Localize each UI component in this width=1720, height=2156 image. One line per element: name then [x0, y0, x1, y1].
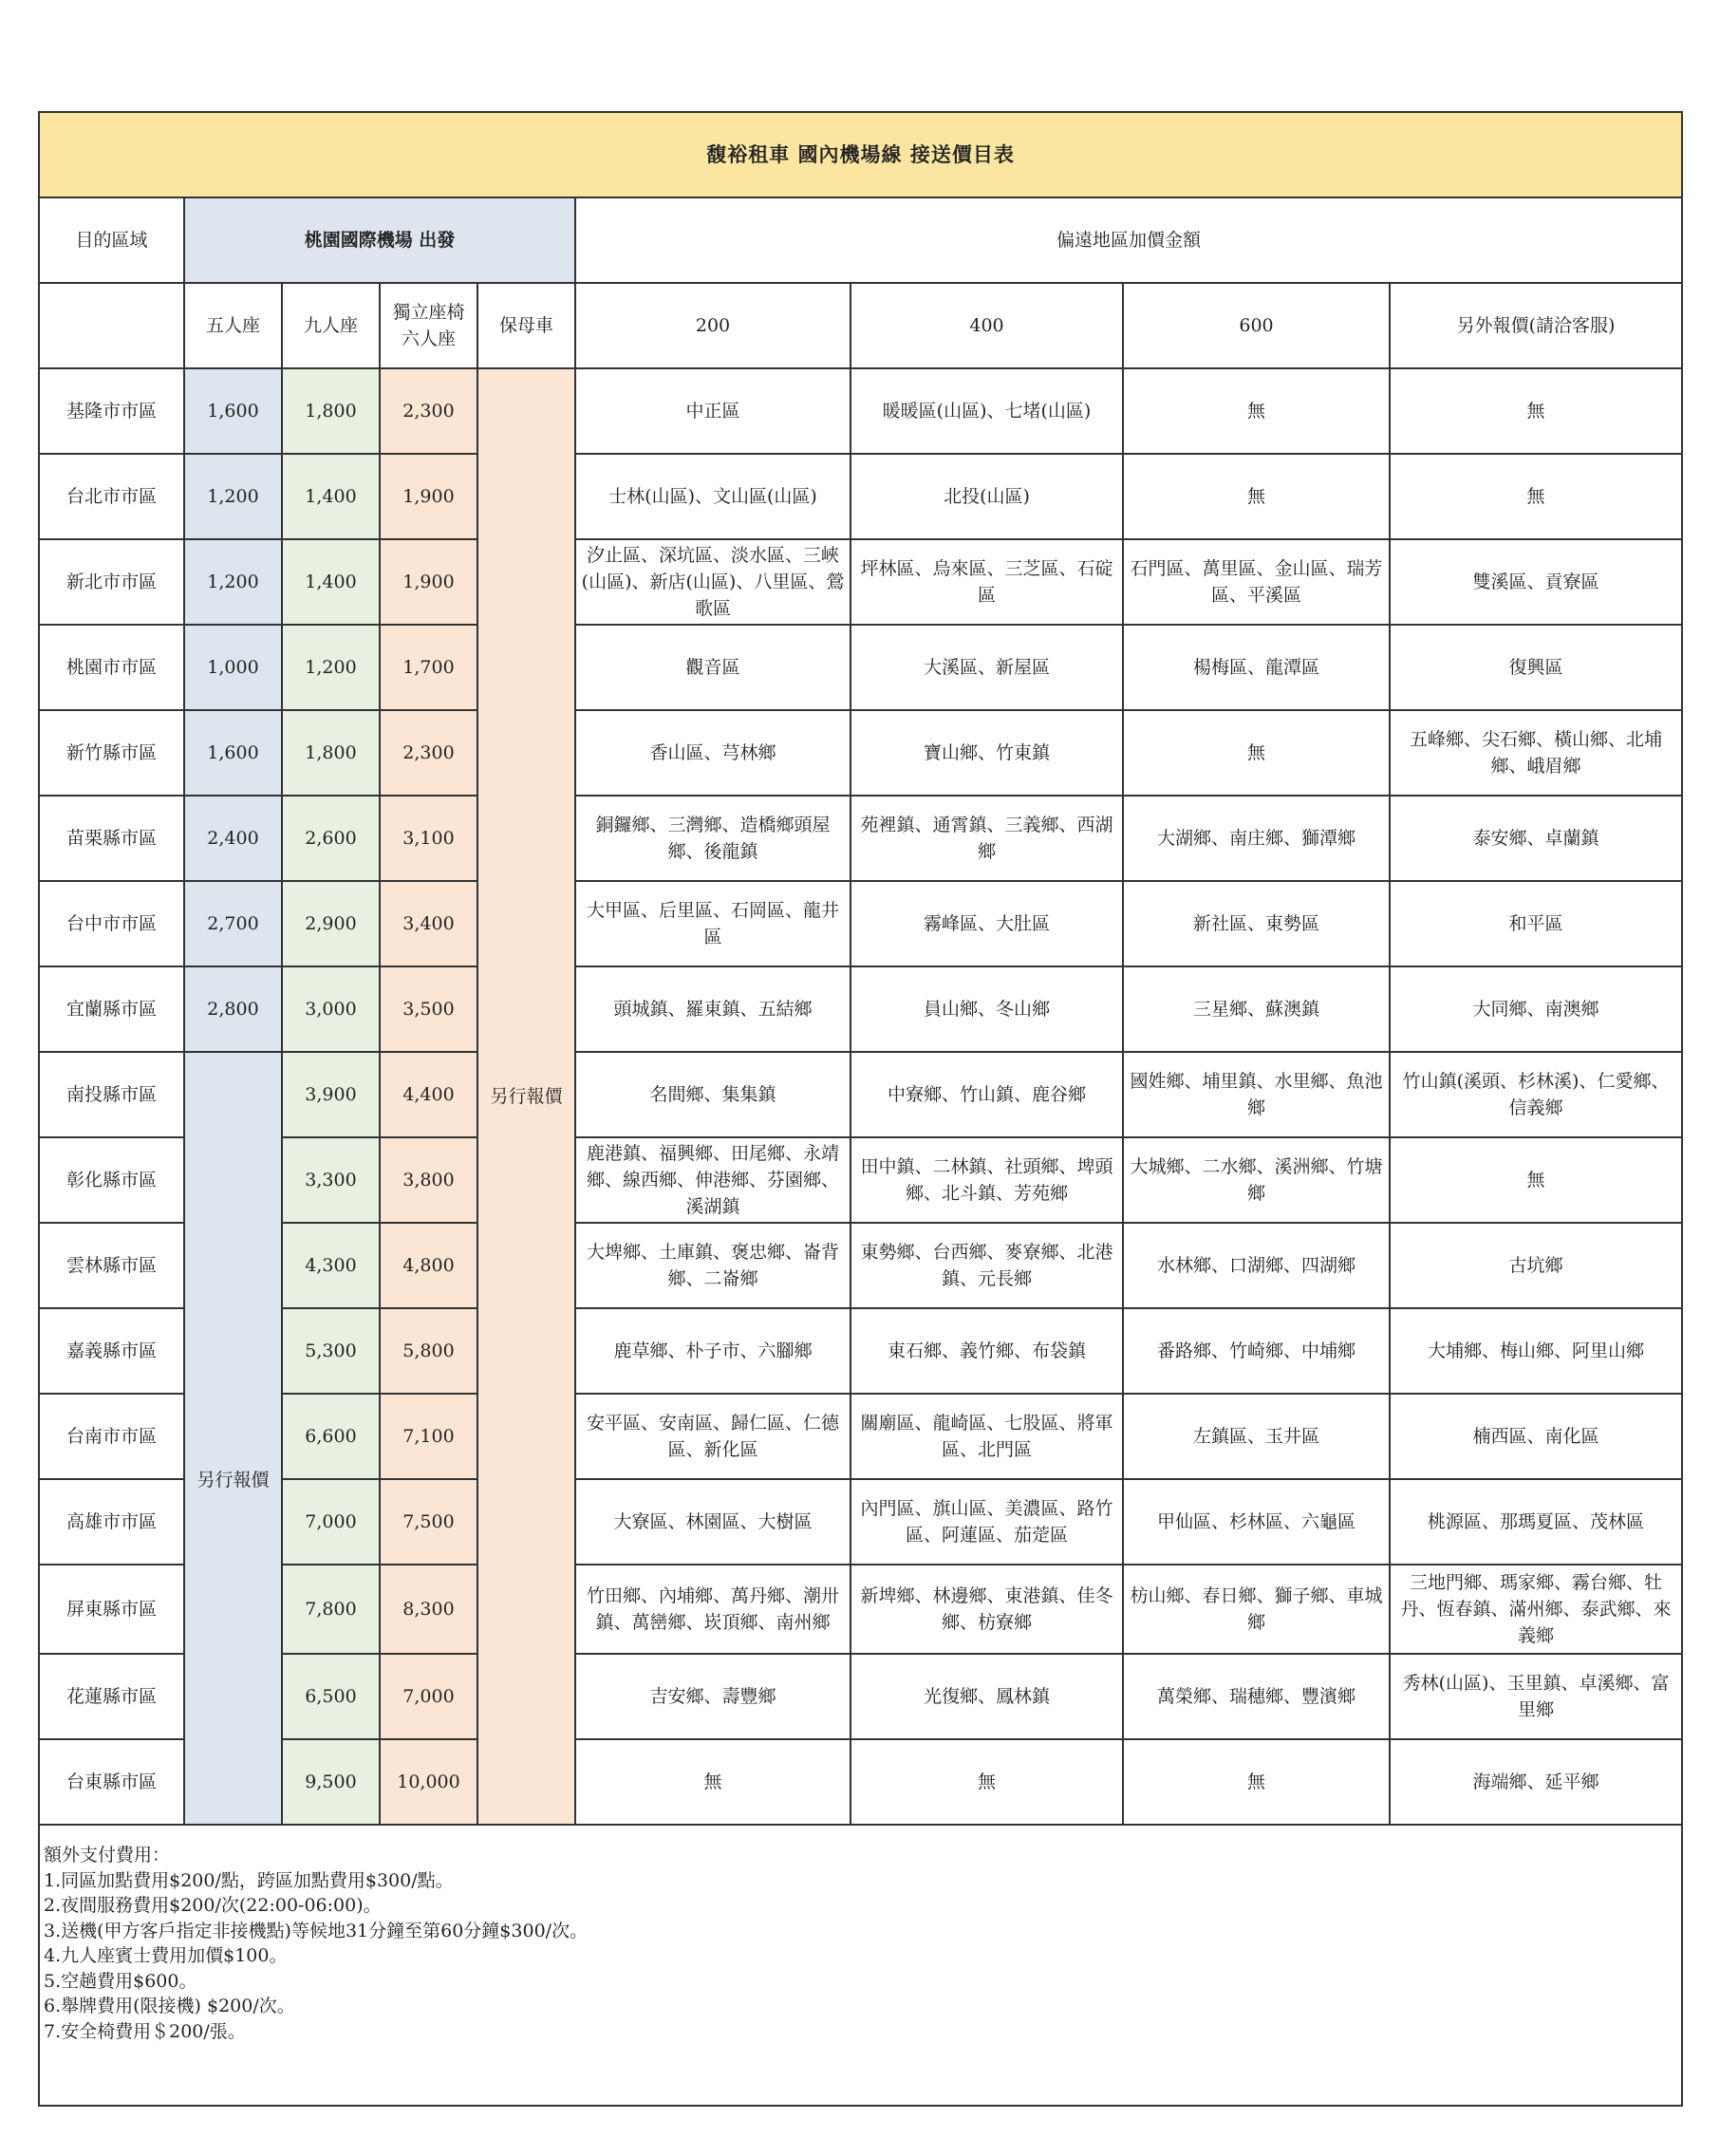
price-seat5-cell: 1,000 [184, 625, 282, 710]
region-cell: 新北市市區 [39, 539, 184, 625]
header-seat5: 五人座 [184, 283, 282, 368]
surcharge-600-cell: 左鎮區、玉井區 [1123, 1394, 1390, 1479]
table-row [39, 881, 1682, 966]
region-cell: 台南市市區 [39, 1394, 184, 1479]
header-seat6-label: 獨立座椅 六人座 [392, 302, 465, 349]
note-line: 4.九人座賓士費用加價$100。 [44, 1945, 288, 1966]
header-seat6 [380, 283, 477, 368]
price-seat9-cell: 6,600 [282, 1394, 380, 1479]
surcharge-other-cell: 雙溪區、貢寮區 [1390, 539, 1682, 625]
note-line: 3.送機(甲方客戶指定非接機點)等候地31分鐘至第60分鐘$300/次。 [44, 1920, 589, 1941]
price-seat9-cell: 1,400 [282, 539, 380, 625]
table-row [39, 1308, 1682, 1394]
note-line: 7.安全椅費用＄200/張。 [44, 2020, 246, 2042]
price-seat6-cell: 10,000 [380, 1739, 477, 1825]
surcharge-200-cell: 吉安鄉、壽豐鄉 [575, 1654, 851, 1739]
region-cell: 彰化縣市區 [39, 1137, 184, 1223]
region-cell: 嘉義縣市區 [39, 1308, 184, 1394]
region-cell: 屏東縣市區 [39, 1565, 184, 1654]
header-remote-surcharge: 偏遠地區加價金額 [575, 197, 1682, 283]
header-add600: 600 [1123, 283, 1390, 368]
region-cell: 雲林縣市區 [39, 1223, 184, 1308]
surcharge-600-cell: 枋山鄉、春日鄉、獅子鄉、車城鄉 [1123, 1565, 1390, 1654]
surcharge-600-cell: 三星鄉、蘇澳鎮 [1123, 966, 1390, 1052]
price-seat9-cell: 3,000 [282, 966, 380, 1052]
surcharge-400-cell: 大溪區、新屋區 [851, 625, 1123, 710]
surcharge-600-cell: 新社區、東勢區 [1123, 881, 1390, 966]
surcharge-other-cell: 竹山鎮(溪頭、杉林溪)、仁愛鄉、信義鄉 [1390, 1052, 1682, 1137]
surcharge-400-cell: 內門區、旗山區、美濃區、路竹區、阿蓮區、茄萣區 [851, 1479, 1123, 1565]
surcharge-other-cell: 海端鄉、延平鄉 [1390, 1739, 1682, 1825]
price-seat6-cell: 1,700 [380, 625, 477, 710]
surcharge-400-cell: 中寮鄉、竹山鎮、鹿谷鄉 [851, 1052, 1123, 1137]
region-cell: 台中市市區 [39, 881, 184, 966]
surcharge-600-cell: 楊梅區、龍潭區 [1123, 625, 1390, 710]
header-nanny: 保母車 [477, 283, 575, 368]
surcharge-200-cell: 鹿港鎮、福興鄉、田尾鄉、永靖鄉、線西鄉、伸港鄉、芬園鄉、溪湖鎮 [575, 1137, 851, 1223]
table-row [39, 1479, 1682, 1565]
surcharge-400-cell: 關廟區、龍崎區、七股區、將軍區、北門區 [851, 1394, 1123, 1479]
price-seat6-cell: 4,800 [380, 1223, 477, 1308]
table-row [39, 625, 1682, 710]
surcharge-other-cell: 無 [1390, 454, 1682, 539]
surcharge-400-cell: 東勢鄉、台西鄉、麥寮鄉、北港鎮、元長鄉 [851, 1223, 1123, 1308]
surcharge-200-cell: 頭城鎮、羅東鎮、五結鄉 [575, 966, 851, 1052]
surcharge-400-cell: 新埤鄉、林邊鄉、東港鎮、佳冬鄉、枋寮鄉 [851, 1565, 1123, 1654]
surcharge-200-cell: 中正區 [575, 368, 851, 454]
price-seat5-cell: 1,200 [184, 539, 282, 625]
surcharge-200-cell: 鹿草鄉、朴子市、六腳鄉 [575, 1308, 851, 1394]
price-seat6-cell: 5,800 [380, 1308, 477, 1394]
surcharge-other-cell: 無 [1390, 1137, 1682, 1223]
surcharge-400-cell: 暖暖區(山區)、七堵(山區) [851, 368, 1123, 454]
surcharge-400-cell: 光復鄉、鳳林鎮 [851, 1654, 1123, 1739]
price-seat6-cell: 3,400 [380, 881, 477, 966]
surcharge-400-cell: 北投(山區) [851, 454, 1123, 539]
surcharge-400-cell: 無 [851, 1739, 1123, 1825]
surcharge-other-cell: 無 [1390, 368, 1682, 454]
surcharge-400-cell: 霧峰區、大肚區 [851, 881, 1123, 966]
region-cell: 花蓮縣市區 [39, 1654, 184, 1739]
price-seat9-cell: 4,300 [282, 1223, 380, 1308]
price-seat9-cell: 2,600 [282, 796, 380, 881]
note-line: 2.夜間服務費用$200/次(22:00-06:00)。 [44, 1895, 382, 1916]
note-line: 1.同區加點費用$200/點，跨區加點費用$300/點。 [44, 1869, 454, 1891]
surcharge-200-cell: 大甲區、后里區、石岡區、龍井區 [575, 881, 851, 966]
surcharge-600-cell: 大城鄉、二水鄉、溪洲鄉、竹塘鄉 [1123, 1137, 1390, 1223]
table-row [39, 1052, 1682, 1137]
price-seat9-cell: 5,300 [282, 1308, 380, 1394]
price-seat6-cell: 7,500 [380, 1479, 477, 1565]
surcharge-other-cell: 古坑鄉 [1390, 1223, 1682, 1308]
header-add-other: 另外報價(請洽客服) [1390, 283, 1682, 368]
surcharge-400-cell: 寶山鄉、竹東鎮 [851, 710, 1123, 796]
header-blank [39, 283, 184, 368]
table-row [39, 1654, 1682, 1739]
surcharge-400-cell: 田中鎮、二林鎮、社頭鄉、埤頭鄉、北斗鎮、芳苑鄉 [851, 1137, 1123, 1223]
surcharge-200-cell: 名間鄉、集集鎮 [575, 1052, 851, 1137]
surcharge-600-cell: 無 [1123, 710, 1390, 796]
price-seat5-cell: 1,200 [184, 454, 282, 539]
surcharge-600-cell: 番路鄉、竹崎鄉、中埔鄉 [1123, 1308, 1390, 1394]
surcharge-600-cell: 國姓鄉、埔里鎮、水里鄉、魚池鄉 [1123, 1052, 1390, 1137]
price-seat6-cell: 1,900 [380, 454, 477, 539]
table-row [39, 966, 1682, 1052]
price-seat5-quote-cell: 另行報價 [184, 1052, 282, 1825]
price-seat9-cell: 3,900 [282, 1052, 380, 1137]
price-seat6-cell: 3,100 [380, 796, 477, 881]
price-seat9-cell: 3,300 [282, 1137, 380, 1223]
surcharge-600-cell: 水林鄉、口湖鄉、四湖鄉 [1123, 1223, 1390, 1308]
price-seat6-cell: 2,300 [380, 368, 477, 454]
surcharge-200-cell: 竹田鄉、內埔鄉、萬丹鄉、潮卅鎮、萬巒鄉、崁頂鄉、南州鄉 [575, 1565, 851, 1654]
price-seat6-cell: 1,900 [380, 539, 477, 625]
surcharge-other-cell: 和平區 [1390, 881, 1682, 966]
header-destination: 目的區域 [39, 197, 184, 283]
price-seat9-cell: 1,200 [282, 625, 380, 710]
price-seat6-cell: 8,300 [380, 1565, 477, 1654]
surcharge-400-cell: 員山鄉、冬山鄉 [851, 966, 1123, 1052]
region-cell: 高雄市市區 [39, 1479, 184, 1565]
surcharge-400-cell: 苑裡鎮、通霄鎮、三義鄉、西湖鄉 [851, 796, 1123, 881]
surcharge-600-cell: 無 [1123, 368, 1390, 454]
table-row [39, 454, 1682, 539]
surcharge-other-cell: 大同鄉、南澳鄉 [1390, 966, 1682, 1052]
table-row [39, 1137, 1682, 1223]
region-cell: 新竹縣市區 [39, 710, 184, 796]
header-departure: 桃園國際機場 出發 [184, 197, 575, 283]
table-title: 馥裕租車 國內機場線 接送價目表 [39, 112, 1682, 197]
surcharge-other-cell: 三地門鄉、瑪家鄉、霧台鄉、牡丹、恆春鎮、滿州鄉、泰武鄉、來義鄉 [1390, 1565, 1682, 1654]
surcharge-400-cell: 坪林區、烏來區、三芝區、石碇區 [851, 539, 1123, 625]
price-seat5-cell: 1,600 [184, 368, 282, 454]
surcharge-other-cell: 五峰鄉、尖石鄉、橫山鄉、北埔鄉、峨眉鄉 [1390, 710, 1682, 796]
surcharge-other-cell: 楠西區、南化區 [1390, 1394, 1682, 1479]
price-seat9-cell: 1,400 [282, 454, 380, 539]
region-cell: 南投縣市區 [39, 1052, 184, 1137]
surcharge-600-cell: 石門區、萬里區、金山區、瑞芳區、平溪區 [1123, 539, 1390, 625]
price-seat6-cell: 3,500 [380, 966, 477, 1052]
price-seat9-cell: 1,800 [282, 368, 380, 454]
surcharge-200-cell: 觀音區 [575, 625, 851, 710]
region-cell: 苗栗縣市區 [39, 796, 184, 881]
surcharge-600-cell: 無 [1123, 454, 1390, 539]
surcharge-200-cell: 銅鑼鄉、三灣鄉、造橋鄉頭屋鄉、後龍鎮 [575, 796, 851, 881]
surcharge-600-cell: 甲仙區、杉林區、六龜區 [1123, 1479, 1390, 1565]
price-seat6-cell: 7,000 [380, 1654, 477, 1739]
header-seat9: 九人座 [282, 283, 380, 368]
nanny-quote-cell: 另行報價 [477, 368, 575, 1825]
surcharge-other-cell: 桃源區、那瑪夏區、茂林區 [1390, 1479, 1682, 1565]
region-cell: 桃園市市區 [39, 625, 184, 710]
extra-fees-notes [39, 1825, 1682, 2106]
price-seat5-cell: 2,400 [184, 796, 282, 881]
price-seat6-cell: 7,100 [380, 1394, 477, 1479]
region-cell: 宜蘭縣市區 [39, 966, 184, 1052]
surcharge-other-cell: 復興區 [1390, 625, 1682, 710]
price-seat9-cell: 1,800 [282, 710, 380, 796]
surcharge-400-cell: 東石鄉、義竹鄉、布袋鎮 [851, 1308, 1123, 1394]
price-seat9-cell: 6,500 [282, 1654, 380, 1739]
price-seat5-cell: 2,700 [184, 881, 282, 966]
surcharge-200-cell: 大埤鄉、土庫鎮、褒忠鄉、崙背鄉、二崙鄉 [575, 1223, 851, 1308]
price-seat6-cell: 4,400 [380, 1052, 477, 1137]
note-line: 6.舉牌費用(限接機) $200/次。 [44, 1996, 295, 2016]
price-seat9-cell: 7,000 [282, 1479, 380, 1565]
surcharge-200-cell: 大寮區、林園區、大樹區 [575, 1479, 851, 1565]
region-cell: 基隆市市區 [39, 368, 184, 454]
surcharge-200-cell: 安平區、安南區、歸仁區、仁德區、新化區 [575, 1394, 851, 1479]
table-row [39, 1223, 1682, 1308]
surcharge-200-cell: 士林(山區)、文山區(山區) [575, 454, 851, 539]
price-table [38, 111, 1683, 2107]
surcharge-600-cell: 大湖鄉、南庄鄉、獅潭鄉 [1123, 796, 1390, 881]
surcharge-other-cell: 大埔鄉、梅山鄉、阿里山鄉 [1390, 1308, 1682, 1394]
table-row [39, 1739, 1682, 1825]
price-seat9-cell: 2,900 [282, 881, 380, 966]
price-seat9-cell: 9,500 [282, 1739, 380, 1825]
price-seat5-cell: 2,800 [184, 966, 282, 1052]
table-row [39, 710, 1682, 796]
note-line: 5.空趟費用$600。 [44, 1970, 197, 1992]
surcharge-200-cell: 香山區、芎林鄉 [575, 710, 851, 796]
price-seat6-cell: 3,800 [380, 1137, 477, 1223]
table-row [39, 796, 1682, 881]
price-seat6-cell: 2,300 [380, 710, 477, 796]
surcharge-200-cell: 無 [575, 1739, 851, 1825]
price-seat9-cell: 7,800 [282, 1565, 380, 1654]
surcharge-other-cell: 泰安鄉、卓蘭鎮 [1390, 796, 1682, 881]
header-add400: 400 [851, 283, 1123, 368]
region-cell: 台北市市區 [39, 454, 184, 539]
header-add200: 200 [575, 283, 851, 368]
surcharge-other-cell: 秀林(山區)、玉里鎮、卓溪鄉、富里鄉 [1390, 1654, 1682, 1739]
note-line: 額外支付費用： [44, 1845, 171, 1865]
region-cell: 台東縣市區 [39, 1739, 184, 1825]
surcharge-200-cell: 汐止區、深坑區、淡水區、三峽(山區)、新店(山區)、八里區、鶯歌區 [575, 539, 851, 625]
table-row [39, 539, 1682, 625]
notes-row [39, 1825, 1682, 2106]
surcharge-600-cell: 無 [1123, 1739, 1390, 1825]
table-row [39, 1565, 1682, 1654]
price-seat5-cell: 1,600 [184, 710, 282, 796]
surcharge-600-cell: 萬榮鄉、瑞穗鄉、豐濱鄉 [1123, 1654, 1390, 1739]
table-row [39, 368, 1682, 454]
table-row [39, 1394, 1682, 1479]
